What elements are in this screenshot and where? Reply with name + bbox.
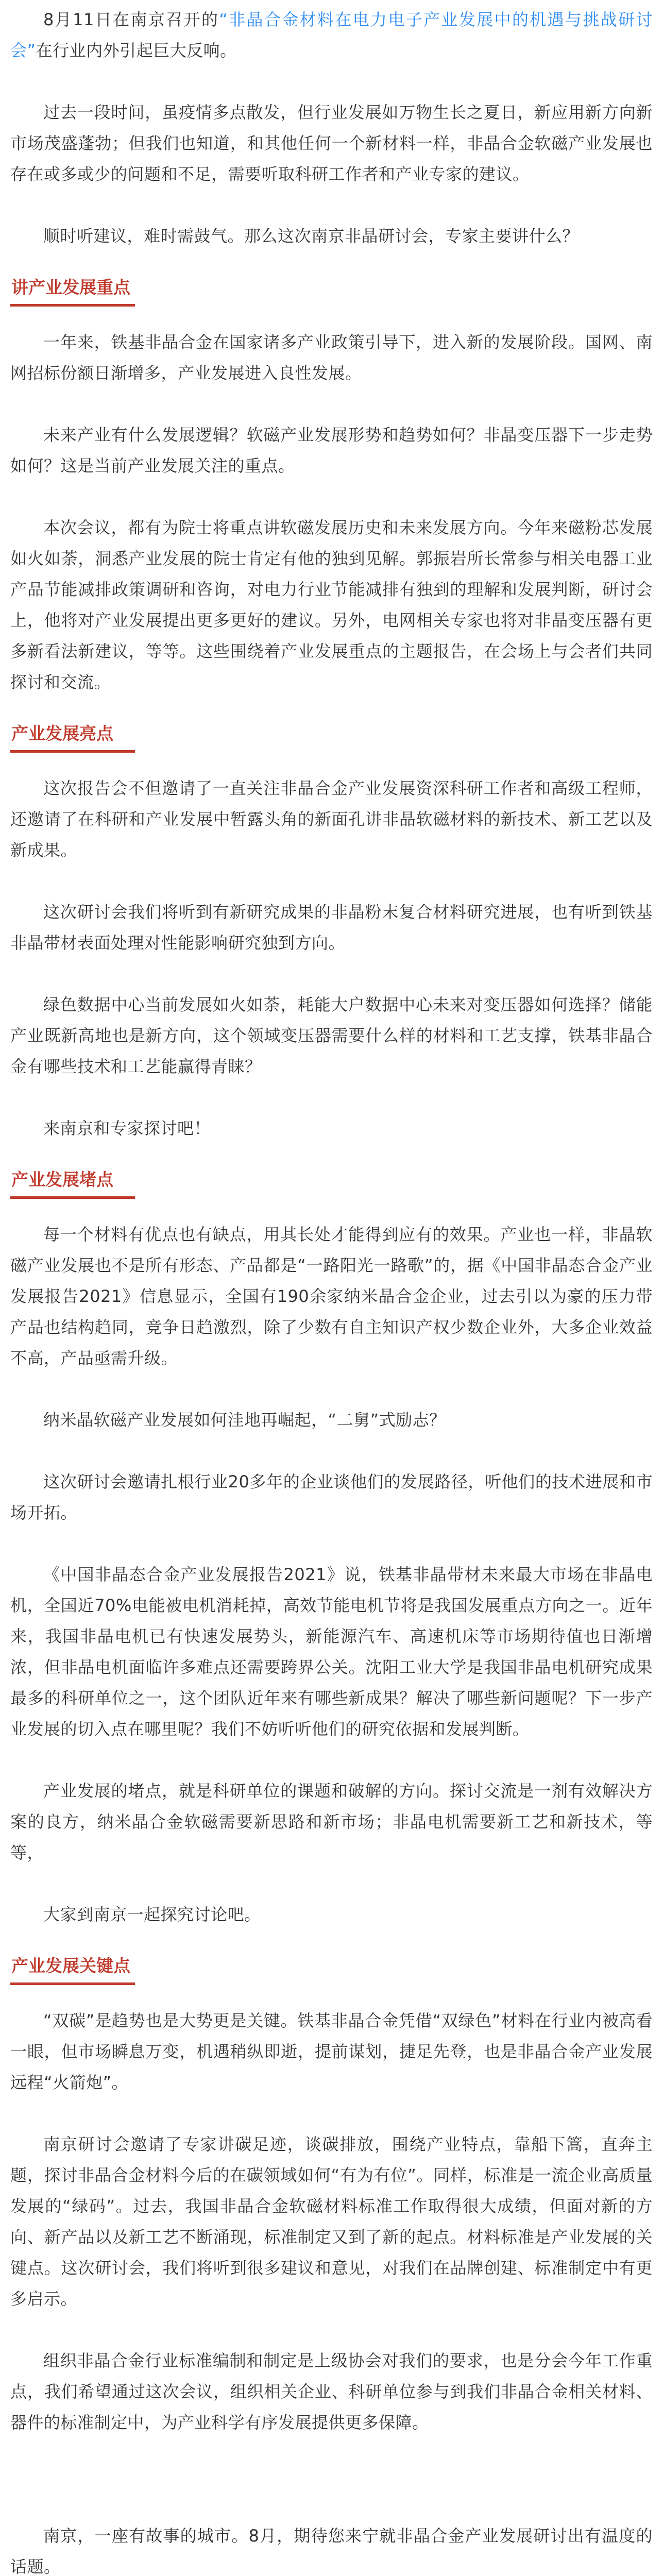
section-heading-focus: 讲产业发展重点 <box>10 273 135 307</box>
intro-paragraph-2: 过去一段时间，虽疫情多点散发，但行业发展如万物生长之夏日，新应用新方向新市场茂盛蓬勃；但我们也知道，和其他任何一个新材料一样，非晶合金软磁产业发展也存在或多或少的问题和不足，需要听取科研工作者和产业专家的建议。 <box>10 103 653 184</box>
intro-paragraph <box>10 4 653 66</box>
section-heading-highlights: 产业发展亮点 <box>10 719 135 753</box>
section-2-paragraph-3: 绿色数据中心当前发展如火如荼，耗能大户数据中心未来对变压器如何选择？储能产业既新高地也是新方向，这个领域变压器需要什么样的材料和工艺支撑，铁基非晶合金有哪些技术和工艺能赢得青睐？ <box>10 995 653 1076</box>
section-heading-bottlenecks: 产业发展堵点 <box>10 1165 135 1199</box>
section-2-paragraph-4: 来南京和专家探讨吧！ <box>43 1118 211 1138</box>
section-4-paragraph-2: 南京研讨会邀请了专家讲碳足迹，谈碳排放，围绕产业特点，靠船下篙，直奔主题，探讨非晶合金材料今后的在碳领域如何“有为有位”。同样，标准是一流企业高质量发展的“绿码”。过去，我国非晶合金软磁材料标准工作取得很大成绩，但面对新的方向、新产品以及新工艺不断涌现，标准制定又到了新的起点。材料标准是产业发展的关键点。这次研讨会，我们将听到很多建议和意见，对我们在品牌创建、标准制定中有更多启示。 <box>10 2134 653 2309</box>
section-3-paragraph-6: 大家到南京一起探究讨论吧。 <box>43 1905 261 1924</box>
section-4-paragraph-3: 组织非晶合金行业标准编制和制定是上级协会对我们的要求，也是分会今年工作重点，我们希望通过这次会议，组织相关企业、科研单位参与到我们非晶合金相关材料、器件的标准制定中，为产业科学有序发展提供更多保障。 <box>10 2351 653 2432</box>
conference-title-link[interactable]: “非晶合金材料在电力电子产业发展中的机遇与挑战研讨会” <box>10 10 653 60</box>
section-1-paragraph-3: 本次会议，都有为院士将重点讲软磁发展历史和未来发展方向。今年来磁粉芯发展如火如荼，洞悉产业发展的院士肯定有他的独到见解。郭振岩所长常参与相关电器工业产品节能减排政策调研和咨询，对电力行业节能减排有独到的理解和发展判断，研讨会上，他将对产业发展提出更多更好的建议。另外，电网相关专家也将对非晶变压器有更多新看法新建议，等等。这些围绕着产业发展重点的主题报告，在会场上与会者们共同探讨和交流。 <box>10 518 653 692</box>
section-3-paragraph-2: 纳米晶软磁产业发展如何洼地再崛起，“二舅”式励志？ <box>43 1410 446 1430</box>
section-3-paragraph-1: 每一个材料有优点也有缺点，用其长处才能得到应有的效果。产业也一样，非晶软磁产业发展也不是所有形态、产品都是“一路阳光一路歌”的，据《中国非晶态合金产业发展报告2021》信息显示，全国有190余家纳米晶合金企业，过去引以为豪的压力带产品也结构趋同，竞争日趋激烈，除了少数有自主知识产权少数企业外，大多企业效益不高，产品亟需升级。 <box>10 1225 653 1368</box>
closing-paragraph: 南京，一座有故事的城市。8月，期待您来宁就非晶合金产业发展研讨出有温度的话题。 <box>10 2526 653 2576</box>
section-heading-key-points: 产业发展关键点 <box>10 1952 135 1985</box>
section-3-paragraph-5: 产业发展的堵点，就是科研单位的课题和破解的方向。探讨交流是一剂有效解决方案的良方，纳米晶合金软磁需要新思路和新市场；非晶电机需要新工艺和新技术，等等， <box>10 1781 653 1862</box>
section-4-paragraph-1: “双碳”是趋势也是大势更是关键。铁基非晶合金凭借“双绿色”材料在行业内被高看一眼，但市场瞬息万变，机遇稍纵即逝，提前谋划，捷足先登，也是非晶合金产业发展远程“火箭炮”。 <box>10 2011 653 2092</box>
section-1-paragraph-2: 未来产业有什么发展逻辑？软磁产业发展形势和趋势如何？非晶变压器下一步走势如何？这是当前产业发展关注的重点。 <box>10 425 653 476</box>
section-2-paragraph-2: 这次研讨会我们将听到有新研究成果的非晶粉末复合材料研究进展，也有听到铁基非晶带材表面处理对性能影响研究独到方向。 <box>10 902 653 953</box>
section-1-paragraph-1: 一年来，铁基非晶合金在国家诸多产业政策引导下，进入新的发展阶段。国网、南网招标份额日渐增多，产业发展进入良性发展。 <box>10 332 653 383</box>
intro-paragraph-3: 顺时听建议，难时需鼓气。那么这次南京非晶研讨会，专家主要讲什么？ <box>43 226 580 246</box>
section-3-paragraph-3: 这次研讨会邀请扎根行业20多年的企业谈他们的发展路径，听他们的技术进展和市场开拓。 <box>10 1472 653 1522</box>
section-2-paragraph-1: 这次报告会不但邀请了一直关注非晶合金产业发展资深科研工作者和高级工程师，还邀请了在科研和产业发展中暂露头角的新面孔讲非晶软磁材料的新技术、新工艺以及新成果。 <box>10 778 653 860</box>
intro-text-before: 8月11日在南京召开的 <box>43 10 219 29</box>
section-3-paragraph-4: 《中国非晶态合金产业发展报告2021》说，铁基非晶带材未来最大市场在非晶电机，全国近70%电能被电机消耗掉，高效节能电机节将是我国发展重点方向之一。近年来，我国非晶电机已有快速发展势头，新能源汽车、高速机床等市场期待值也日渐增浓，但非晶电机面临许多难点还需要跨界公关。沈阳工业大学是我国非晶电机研究成果最多的科研单位之一，这个团队近年来有哪些新成果？解决了哪些新问题呢？下一步产业发展的切入点在哪里呢？我们不妨听听他们的研究依据和发展判断。 <box>10 1565 653 1739</box>
intro-text-after: 在行业内外引起巨大反响。 <box>36 41 237 60</box>
